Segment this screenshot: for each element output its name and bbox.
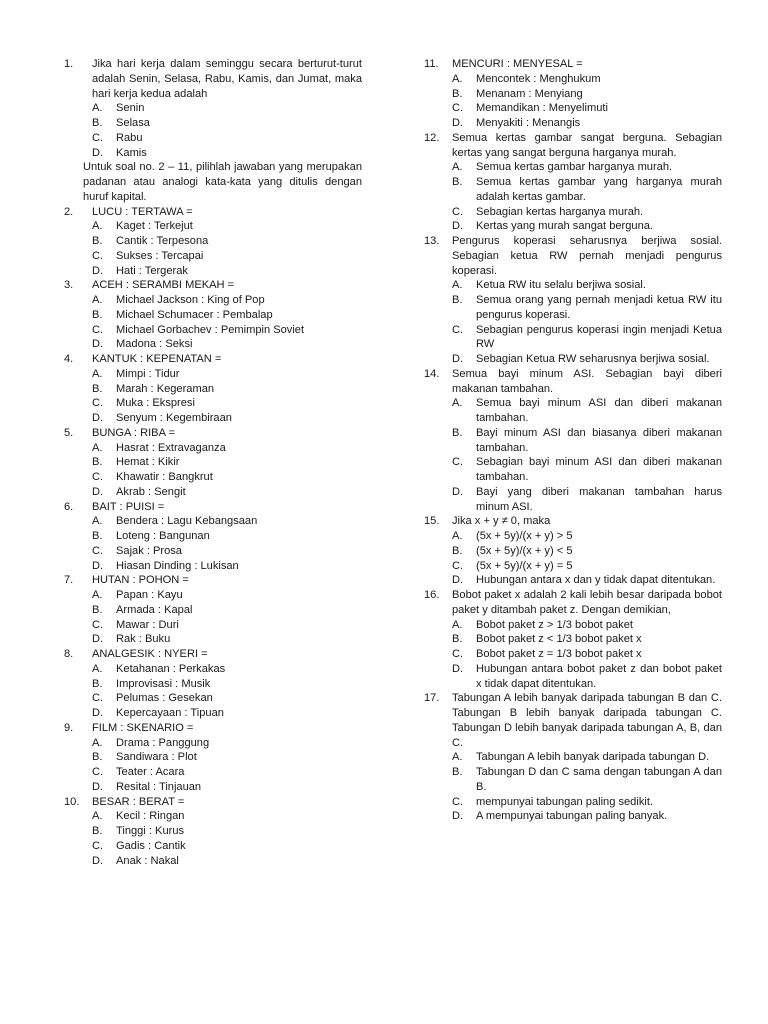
option-text: Semua kertas gambar harganya murah. — [476, 161, 673, 174]
option — [424, 396, 722, 426]
option — [424, 559, 722, 574]
option-text: Drama : Panggung — [116, 736, 210, 749]
option-text: Loteng : Bangunan — [116, 530, 210, 542]
option — [64, 337, 362, 352]
left-column — [64, 57, 362, 868]
option-key: A. — [452, 397, 463, 410]
option — [424, 101, 722, 116]
option-key: C. — [452, 323, 464, 336]
option-text: Improvisasi : Musik — [116, 677, 211, 690]
option-text: Kertas yang murah sangat berguna. — [476, 220, 653, 233]
option-key: C. — [452, 559, 464, 572]
question-5 — [64, 426, 362, 500]
question-number: 1. — [64, 58, 74, 70]
option-text: Madona : Seksi — [116, 338, 193, 351]
option — [424, 750, 722, 765]
option-text: Papan : Kayu — [116, 589, 183, 601]
option-text: Muka : Ekspresi — [116, 397, 195, 410]
question-10 — [64, 795, 362, 869]
option — [64, 249, 362, 264]
option-text: Tabungan A lebih banyak daripada tabungan D. — [476, 751, 710, 764]
question-number: 15. — [424, 515, 440, 528]
option-text: Bendera : Lagu Kebangsaan — [116, 515, 258, 528]
option-key: D. — [92, 485, 104, 498]
option — [64, 824, 362, 839]
option-key: C. — [452, 648, 464, 660]
question-number: 7. — [64, 574, 74, 587]
analogy-question-list — [64, 205, 362, 869]
option — [424, 809, 722, 824]
option-text: Sukses : Tercapai — [116, 249, 204, 262]
question-text: Bobot paket x adalah 2 kali lebih besar daripada bobot paket y ditambah paket z. Dengan demikian, — [452, 589, 722, 616]
option-key: D. — [452, 220, 464, 233]
option-key: D. — [452, 810, 464, 823]
option-key: B. — [92, 382, 103, 395]
option — [424, 352, 722, 367]
option-text: Michael Jackson : King of Pop — [116, 294, 265, 306]
option-key: A. — [92, 441, 103, 454]
option-key: D. — [92, 559, 104, 572]
option-text: Kaget : Terkejut — [116, 220, 193, 233]
option — [424, 485, 722, 515]
option-key: C. — [92, 692, 104, 705]
question-text: LUCU : TERTAWA = — [92, 205, 193, 218]
question-number: 17. — [424, 692, 440, 705]
option-text: Sandiwara : Plot — [116, 751, 197, 764]
option — [64, 470, 362, 485]
option-key: B. — [92, 235, 103, 247]
question-text: BESAR : BERAT = — [92, 795, 185, 808]
option-key: A. — [92, 662, 103, 675]
option-text: Semua kertas gambar yang harganya murah adalah kertas gambar. — [476, 176, 722, 203]
option-key: A. — [452, 161, 463, 174]
option — [424, 662, 722, 692]
question-text: BUNGA : RIBA = — [92, 426, 175, 439]
option-key: A. — [452, 751, 463, 764]
option-key: A. — [92, 589, 103, 601]
option — [424, 205, 722, 220]
option-text: Mencontek : Menghukum — [476, 72, 601, 85]
option — [64, 308, 362, 323]
option-key: D. — [452, 353, 464, 365]
option-text: Sebagian bayi minum ASI dan diberi makanan tambahan. — [476, 456, 722, 483]
option-text: Tinggi : Kurus — [116, 825, 185, 837]
question-text: Pengurus koperasi seharusnya berjiwa sosial. Sebagian ketua RW pernah menjadi pengurus koperasi. — [452, 235, 722, 277]
instruction-note: Untuk soal no. 2 – 11, pilihlah jawaban yang merupakan padanan atau analogi kata-kata yang ditulis dengan huruf kapital. — [83, 161, 362, 203]
option — [64, 662, 362, 677]
option — [64, 396, 362, 411]
option — [64, 101, 362, 116]
option — [64, 736, 362, 751]
option-text: Michael Schumacer : Pembalap — [116, 308, 273, 321]
option — [64, 131, 362, 146]
option-key: C. — [92, 323, 104, 336]
option-key: B. — [452, 87, 463, 100]
option — [64, 632, 362, 647]
option — [64, 485, 362, 500]
question-text: ACEH : SERAMBI MEKAH = — [92, 279, 235, 292]
option-key: D. — [92, 633, 104, 646]
option-key: B. — [92, 603, 103, 616]
option-key: C. — [92, 397, 104, 410]
question-2 — [64, 205, 362, 279]
option-text: Ketua RW itu selalu berjiwa sosial. — [476, 279, 646, 292]
option-key: B. — [452, 176, 463, 188]
option-key: C. — [452, 102, 464, 115]
option-key: C. — [452, 795, 464, 808]
option-key: A. — [452, 72, 463, 85]
option-key: B. — [92, 308, 103, 321]
option-key: B. — [92, 530, 103, 542]
option — [64, 367, 362, 382]
right-column — [424, 57, 722, 824]
option-text: Rak : Buku — [116, 633, 171, 646]
option-key: C. — [452, 205, 464, 218]
option-text: Tabungan D dan C sama dengan tabungan A dan B. — [476, 766, 722, 793]
option-key: C. — [92, 544, 104, 557]
option-text: Hemat : Kikir — [116, 456, 180, 469]
question-number: 4. — [64, 353, 74, 365]
option — [64, 219, 362, 234]
question-number: 3. — [64, 279, 74, 292]
question-text: ANALGESIK : NYERI = — [92, 648, 208, 660]
option — [64, 382, 362, 397]
option-text: A mempunyai tabungan paling banyak. — [476, 810, 668, 823]
question-13 — [424, 234, 722, 367]
option — [424, 293, 722, 323]
option-text: Ketahanan : Perkakas — [116, 662, 226, 675]
option — [424, 573, 722, 588]
option — [64, 411, 362, 426]
question-14 — [424, 367, 722, 515]
question-16 — [424, 588, 722, 691]
option-text: Hati : Tergerak — [116, 264, 188, 277]
option-key: D. — [92, 146, 104, 159]
option-text: Senin — [116, 102, 145, 115]
option-key: A. — [92, 220, 103, 233]
option-text: (5x + 5y)/(x + y) = 5 — [476, 559, 573, 572]
option — [424, 160, 722, 175]
option-text: Hiasan Dinding : Lukisan — [116, 559, 239, 572]
option-text: Mawar : Duri — [116, 618, 179, 631]
option — [64, 234, 362, 249]
option-key: B. — [92, 677, 103, 690]
question-number: 16. — [424, 589, 440, 601]
option-key: C. — [452, 456, 464, 469]
option — [424, 175, 722, 205]
question-9 — [64, 721, 362, 795]
question-4 — [64, 352, 362, 426]
option-key: A. — [452, 530, 463, 542]
option — [64, 780, 362, 795]
option-text: (5x + 5y)/(x + y) > 5 — [476, 530, 573, 542]
option-text: Kecil : Ringan — [116, 810, 185, 823]
question-7 — [64, 573, 362, 647]
option-text: Sebagian pengurus koperasi ingin menjadi Ketua RW — [476, 323, 722, 351]
option-key: D. — [452, 117, 464, 129]
option — [64, 691, 362, 706]
question-text: Semua kertas gambar sangat berguna. Sebagian kertas yang sangat berguna harganya murah. — [452, 131, 722, 159]
option-text: Bobot paket z > 1/3 bobot paket — [476, 618, 633, 631]
option-text: Armada : Kapal — [116, 603, 193, 616]
option — [424, 529, 722, 544]
option-text: (5x + 5y)/(x + y) < 5 — [476, 544, 573, 557]
option-key: A. — [92, 367, 103, 380]
option-text: Marah : Kegeraman — [116, 382, 215, 395]
question-text: BAIT : PUISI = — [92, 500, 165, 513]
option-key: B. — [452, 426, 463, 439]
question-text: HUTAN : POHON = — [92, 574, 189, 587]
question-number: 6. — [64, 500, 74, 513]
option-text: Bayi yang diberi makanan tambahan harus minum ASI. — [476, 485, 722, 513]
question-number: 13. — [424, 235, 440, 247]
option-text: Pelumas : Gesekan — [116, 692, 213, 705]
option-key: D. — [92, 264, 104, 277]
question-number: 8. — [64, 648, 74, 660]
option-key: D. — [452, 662, 464, 675]
question-3 — [64, 278, 362, 352]
option-key: A. — [452, 618, 463, 631]
option-key: C. — [92, 131, 104, 144]
option-text: Cantik : Terpesona — [116, 235, 209, 247]
option-text: Bobot paket z = 1/3 bobot paket x — [476, 648, 642, 660]
option-text: Resital : Tinjauan — [116, 780, 202, 793]
option-text: Sebagian Ketua RW seharusnya berjiwa sosial. — [476, 353, 710, 365]
option-key: B. — [92, 117, 103, 129]
option — [64, 323, 362, 338]
option-key: B. — [452, 766, 463, 778]
option — [424, 87, 722, 102]
option-key: D. — [92, 412, 104, 424]
option-text: Memandikan : Menyelimuti — [476, 102, 608, 115]
question-text: Jika hari kerja dalam seminggu secara berturut-turut adalah Senin, Selasa, Rabu, Kamis, dan Jumat, maka hari kerja kedua adalah — [92, 58, 362, 100]
option-key: C. — [92, 471, 104, 483]
option — [424, 632, 722, 647]
option — [64, 264, 362, 279]
option-key: C. — [92, 618, 104, 631]
question-number: 11. — [424, 58, 439, 70]
option — [424, 455, 722, 485]
option-text: Bobot paket z < 1/3 bobot paket x — [476, 633, 642, 646]
question-6 — [64, 500, 362, 574]
question-number: 5. — [64, 426, 74, 439]
question-12 — [424, 131, 722, 234]
question-11 — [424, 57, 722, 131]
option — [64, 293, 362, 308]
option — [64, 677, 362, 692]
option-text: Kamis — [116, 146, 147, 159]
option-text: Senyum : Kegembiraan — [116, 412, 232, 424]
option — [64, 839, 362, 854]
option-text: Sajak : Prosa — [116, 544, 182, 557]
option-key: B. — [452, 294, 463, 306]
option-text: Michael Gorbachev : Pemimpin Soviet — [116, 323, 305, 336]
option — [64, 455, 362, 470]
option-text: Akrab : Sengit — [116, 485, 186, 498]
option — [64, 750, 362, 765]
option-text: Menyakiti : Menangis — [476, 117, 581, 129]
option-key: B. — [452, 544, 463, 557]
option-key: C. — [92, 249, 104, 262]
question-17 — [424, 691, 722, 824]
option-key: D. — [92, 780, 104, 793]
option-key: B. — [92, 456, 103, 469]
option — [64, 765, 362, 780]
option-key: D. — [452, 485, 464, 498]
question-number: 2. — [64, 205, 74, 218]
option-text: Hubungan antara bobot paket z dan bobot paket x tidak dapat ditentukan. — [476, 662, 722, 690]
option-text: Gadis : Cantik — [116, 839, 186, 852]
option — [64, 588, 362, 603]
question-text: Jika x + y ≠ 0, maka — [452, 515, 551, 528]
option — [64, 559, 362, 574]
option — [64, 854, 362, 869]
option — [424, 116, 722, 131]
option — [64, 809, 362, 824]
question-number: 12. — [424, 131, 440, 144]
option-key: D. — [452, 574, 464, 587]
option-key: A. — [92, 736, 103, 749]
option-key: B. — [452, 633, 463, 646]
option — [424, 278, 722, 293]
option-key: D. — [92, 854, 104, 867]
option-text: Semua orang yang pernah menjadi ketua RW itu pengurus koperasi. — [476, 294, 722, 321]
option — [424, 618, 722, 633]
option — [64, 441, 362, 456]
option-text: Anak : Nakal — [116, 854, 179, 867]
question-1 — [64, 57, 362, 160]
option-text: Khawatir : Bangkrut — [116, 471, 213, 483]
option — [424, 647, 722, 662]
question-text: MENCURI : MENYESAL = — [452, 58, 583, 70]
option-text: Sebagian kertas harganya murah. — [476, 205, 644, 218]
option-key: A. — [92, 810, 103, 823]
option-key: A. — [92, 102, 103, 115]
option — [64, 514, 362, 529]
option — [424, 765, 722, 795]
option-key: A. — [92, 515, 103, 528]
question-text: KANTUK : KEPENATAN = — [92, 353, 222, 365]
option — [424, 426, 722, 456]
option-key: A. — [452, 279, 463, 292]
option — [64, 603, 362, 618]
question-8 — [64, 647, 362, 721]
question-15 — [424, 514, 722, 588]
option — [64, 116, 362, 131]
option-text: Selasa — [116, 117, 150, 129]
option — [424, 219, 722, 234]
option-text: Rabu — [116, 131, 143, 144]
question-number: 10. — [64, 795, 80, 808]
option — [64, 529, 362, 544]
option-text: mempunyai tabungan paling sedikit. — [476, 795, 653, 808]
option — [64, 618, 362, 633]
question-text: Semua bayi minum ASI. Sebagian bayi diberi makanan tambahan. — [452, 367, 722, 395]
option — [424, 795, 722, 810]
option — [424, 323, 722, 353]
option-key: A. — [92, 294, 103, 306]
option-text: Teater : Acara — [116, 766, 185, 778]
question-text: Tabungan A lebih banyak daripada tabungan B dan C. Tabungan B lebih banyak daripada tabungan C. Tabungan D lebih banyak daripada tabungan A, B, dan C. — [452, 692, 722, 749]
option-text: Bayi minum ASI dan biasanya diberi makanan tambahan. — [476, 426, 722, 454]
question-number: 14. — [424, 367, 440, 380]
option-text: Mimpi : Tidur — [116, 367, 180, 380]
option — [424, 72, 722, 87]
option-text: Semua bayi minum ASI dan diberi makanan tambahan. — [476, 397, 722, 424]
option-text: Kepercayaan : Tipuan — [116, 707, 224, 719]
option — [64, 706, 362, 721]
option-key: B. — [92, 751, 103, 764]
option-key: C. — [92, 839, 104, 852]
option — [424, 544, 722, 559]
option-key: C. — [92, 766, 104, 778]
option — [64, 544, 362, 559]
option-text: Menanam : Menyiang — [476, 87, 583, 100]
option — [64, 146, 362, 161]
option-key: B. — [92, 825, 103, 837]
option-text: Hasrat : Extravaganza — [116, 441, 226, 454]
question-number: 9. — [64, 721, 74, 734]
option-key: D. — [92, 338, 104, 351]
question-text: FILM : SKENARIO = — [92, 721, 194, 734]
option-text: Hubungan antara x dan y tidak dapat ditentukan. — [476, 574, 716, 587]
option-key: D. — [92, 707, 104, 719]
